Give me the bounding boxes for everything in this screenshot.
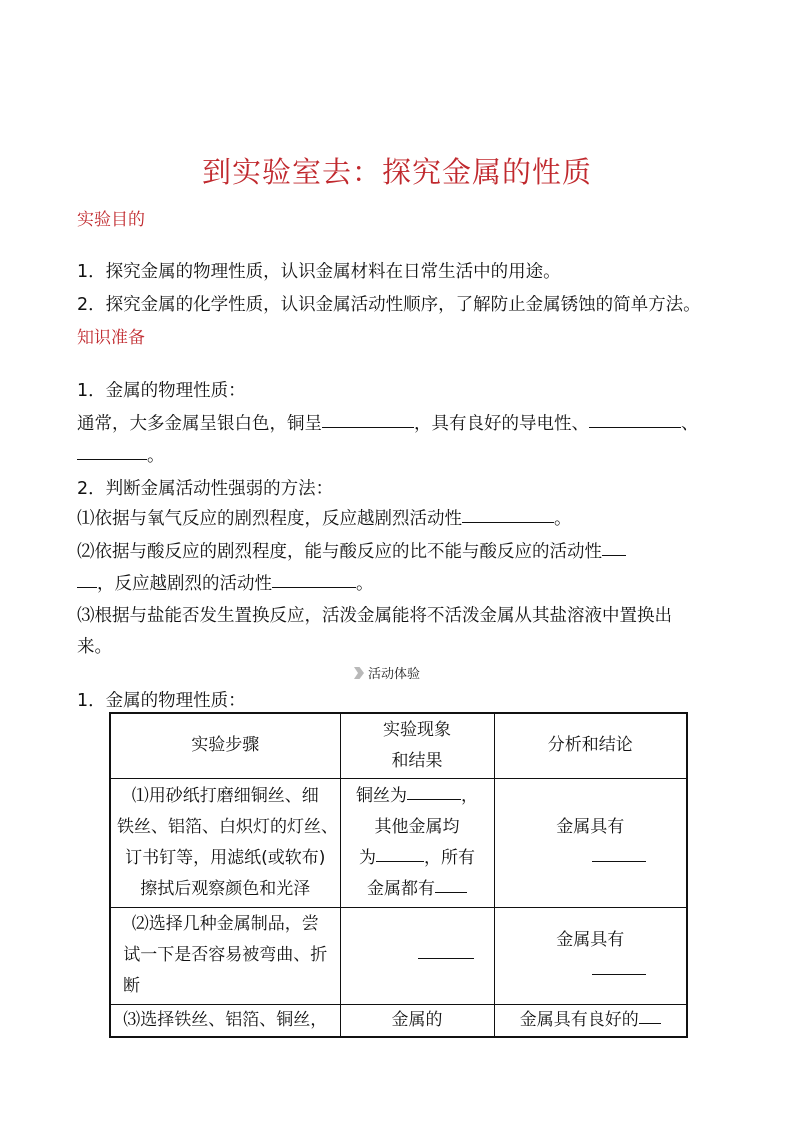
prep-p2-item-2-cont [77, 570, 374, 595]
row1-step-line: 铁丝、铝箔、白炽灯的灯丝、 [117, 816, 338, 837]
row1-conclusion [494, 778, 687, 907]
row3-concl-text: 金属具有良好的 [519, 1009, 639, 1030]
row1-concl-text: 金属具有 [556, 816, 625, 837]
row2-obs-blank-line [347, 940, 488, 971]
row3-step: ⑶选择铁丝、铝箔、铜丝， [110, 1004, 340, 1037]
prep-p1-text-c: 、 [681, 414, 699, 434]
prep-p2-2-end: 。 [356, 574, 374, 594]
prep-p1-line-2 [77, 442, 165, 467]
row1-obs-line [347, 843, 488, 874]
prep-p1-text-a: 通常，大多金属呈银白色，铜呈 [77, 414, 322, 434]
header-observations [340, 713, 494, 778]
arrow-icon [354, 667, 364, 679]
row1-obs-text: 为 [359, 847, 376, 868]
goal-item-1: 1．探究金属的物理性质，认识金属材料在日常生活中的用途。 [77, 262, 561, 282]
prep-p2-item-2 [77, 538, 626, 563]
row1-concl-blank-line [501, 843, 681, 874]
heading-prep: 知识准备 [77, 328, 145, 348]
prep-p2-1-end: 。 [554, 509, 572, 529]
heading-goal: 实验目的 [77, 210, 145, 230]
fill-blank[interactable] [272, 586, 356, 588]
row2-concl-text: 金属具有 [556, 929, 625, 950]
table-row [110, 1004, 687, 1037]
row2-concl-blank-line [501, 956, 681, 987]
row2-observation [340, 907, 494, 1004]
prep-p2-2-text: ⑵依据与酸反应的剧烈程度，能与酸反应的比不能与酸反应的活动性 [77, 542, 602, 562]
row1-step-line: ⑴用砂纸打磨细铜丝、细 [131, 785, 319, 806]
prep-p2-1-text: ⑴依据与氧气反应的剧烈程度，反应越剧烈活动性 [77, 509, 462, 529]
row1-obs-text: ， [461, 785, 478, 806]
prep-p1-title: 1．金属的物理性质： [77, 381, 246, 401]
header-observations-line-1: 实验现象 [383, 719, 451, 740]
row1-observation [340, 778, 494, 907]
activity-item: 1．金属的物理性质： [77, 691, 246, 711]
prep-p2-item-3: ⑶根据与盐能否发生置换反应，活泼金属能将不活泼金属从其盐溶液中置换出 [77, 606, 672, 626]
table-header-row [110, 713, 687, 778]
row3-conclusion [494, 1004, 687, 1037]
experiment-table [109, 712, 688, 1038]
fill-blank[interactable] [589, 426, 681, 428]
fill-blank[interactable] [592, 973, 646, 975]
fill-blank[interactable] [462, 521, 554, 523]
prep-p1-text-b: ，具有良好的导电性、 [414, 414, 589, 434]
row1-step-line: 订书钉等，用滤纸(或软布) [125, 847, 326, 868]
row2-step-line: 断 [123, 976, 140, 996]
row1-obs-line: 其他金属均 [374, 816, 460, 837]
fill-blank[interactable] [435, 891, 467, 893]
row3-observation: 金属的 [340, 1004, 494, 1037]
fill-blank[interactable] [639, 1022, 661, 1024]
fill-blank[interactable] [602, 554, 626, 556]
prep-p2-item-3-cont: 来。 [77, 637, 112, 657]
prep-p1-line [77, 410, 699, 435]
row1-obs-text: 金属都有 [367, 878, 435, 899]
row2-step [110, 907, 340, 1004]
fill-blank[interactable] [77, 458, 147, 460]
fill-blank[interactable] [418, 957, 474, 959]
prep-p2-2-text-b: ，反应越剧烈的活动性 [97, 574, 272, 594]
header-conclusion: 分析和结论 [494, 713, 687, 778]
fill-blank[interactable] [376, 860, 424, 862]
prep-p1-text-d: 。 [147, 446, 165, 466]
row1-obs-line [347, 781, 488, 812]
page-title: 到实验室去：探究金属的性质 [201, 155, 592, 189]
activity-label [354, 663, 420, 682]
row1-step-line: 擦拭后观察颜色和光泽 [140, 878, 311, 899]
prep-p2-item-1 [77, 505, 572, 530]
row1-step [110, 778, 340, 907]
row2-step-line: 试一下是否容易被弯曲、折 [123, 945, 328, 965]
table-row [110, 778, 687, 907]
fill-blank[interactable] [322, 426, 414, 428]
fill-blank[interactable] [592, 860, 646, 862]
prep-p2-title: 2．判断金属活动性强弱的方法： [77, 479, 334, 499]
row1-obs-line [347, 874, 488, 905]
fill-blank[interactable] [77, 586, 97, 588]
header-steps: 实验步骤 [110, 713, 340, 778]
activity-label-text: 活动体验 [368, 667, 421, 682]
fill-blank[interactable] [407, 798, 461, 800]
row1-obs-text: ，所有 [424, 847, 475, 868]
goal-item-2: 2．探究金属的化学性质，认识金属活动性顺序，了解防止金属锈蚀的简单方法。 [77, 295, 701, 315]
row1-obs-text: 铜丝为 [356, 785, 407, 806]
row2-conclusion [494, 907, 687, 1004]
header-observations-line-2: 和结果 [391, 750, 443, 771]
row2-step-line: ⑵选择几种金属制品，尝 [131, 914, 319, 934]
table-row [110, 907, 687, 1004]
